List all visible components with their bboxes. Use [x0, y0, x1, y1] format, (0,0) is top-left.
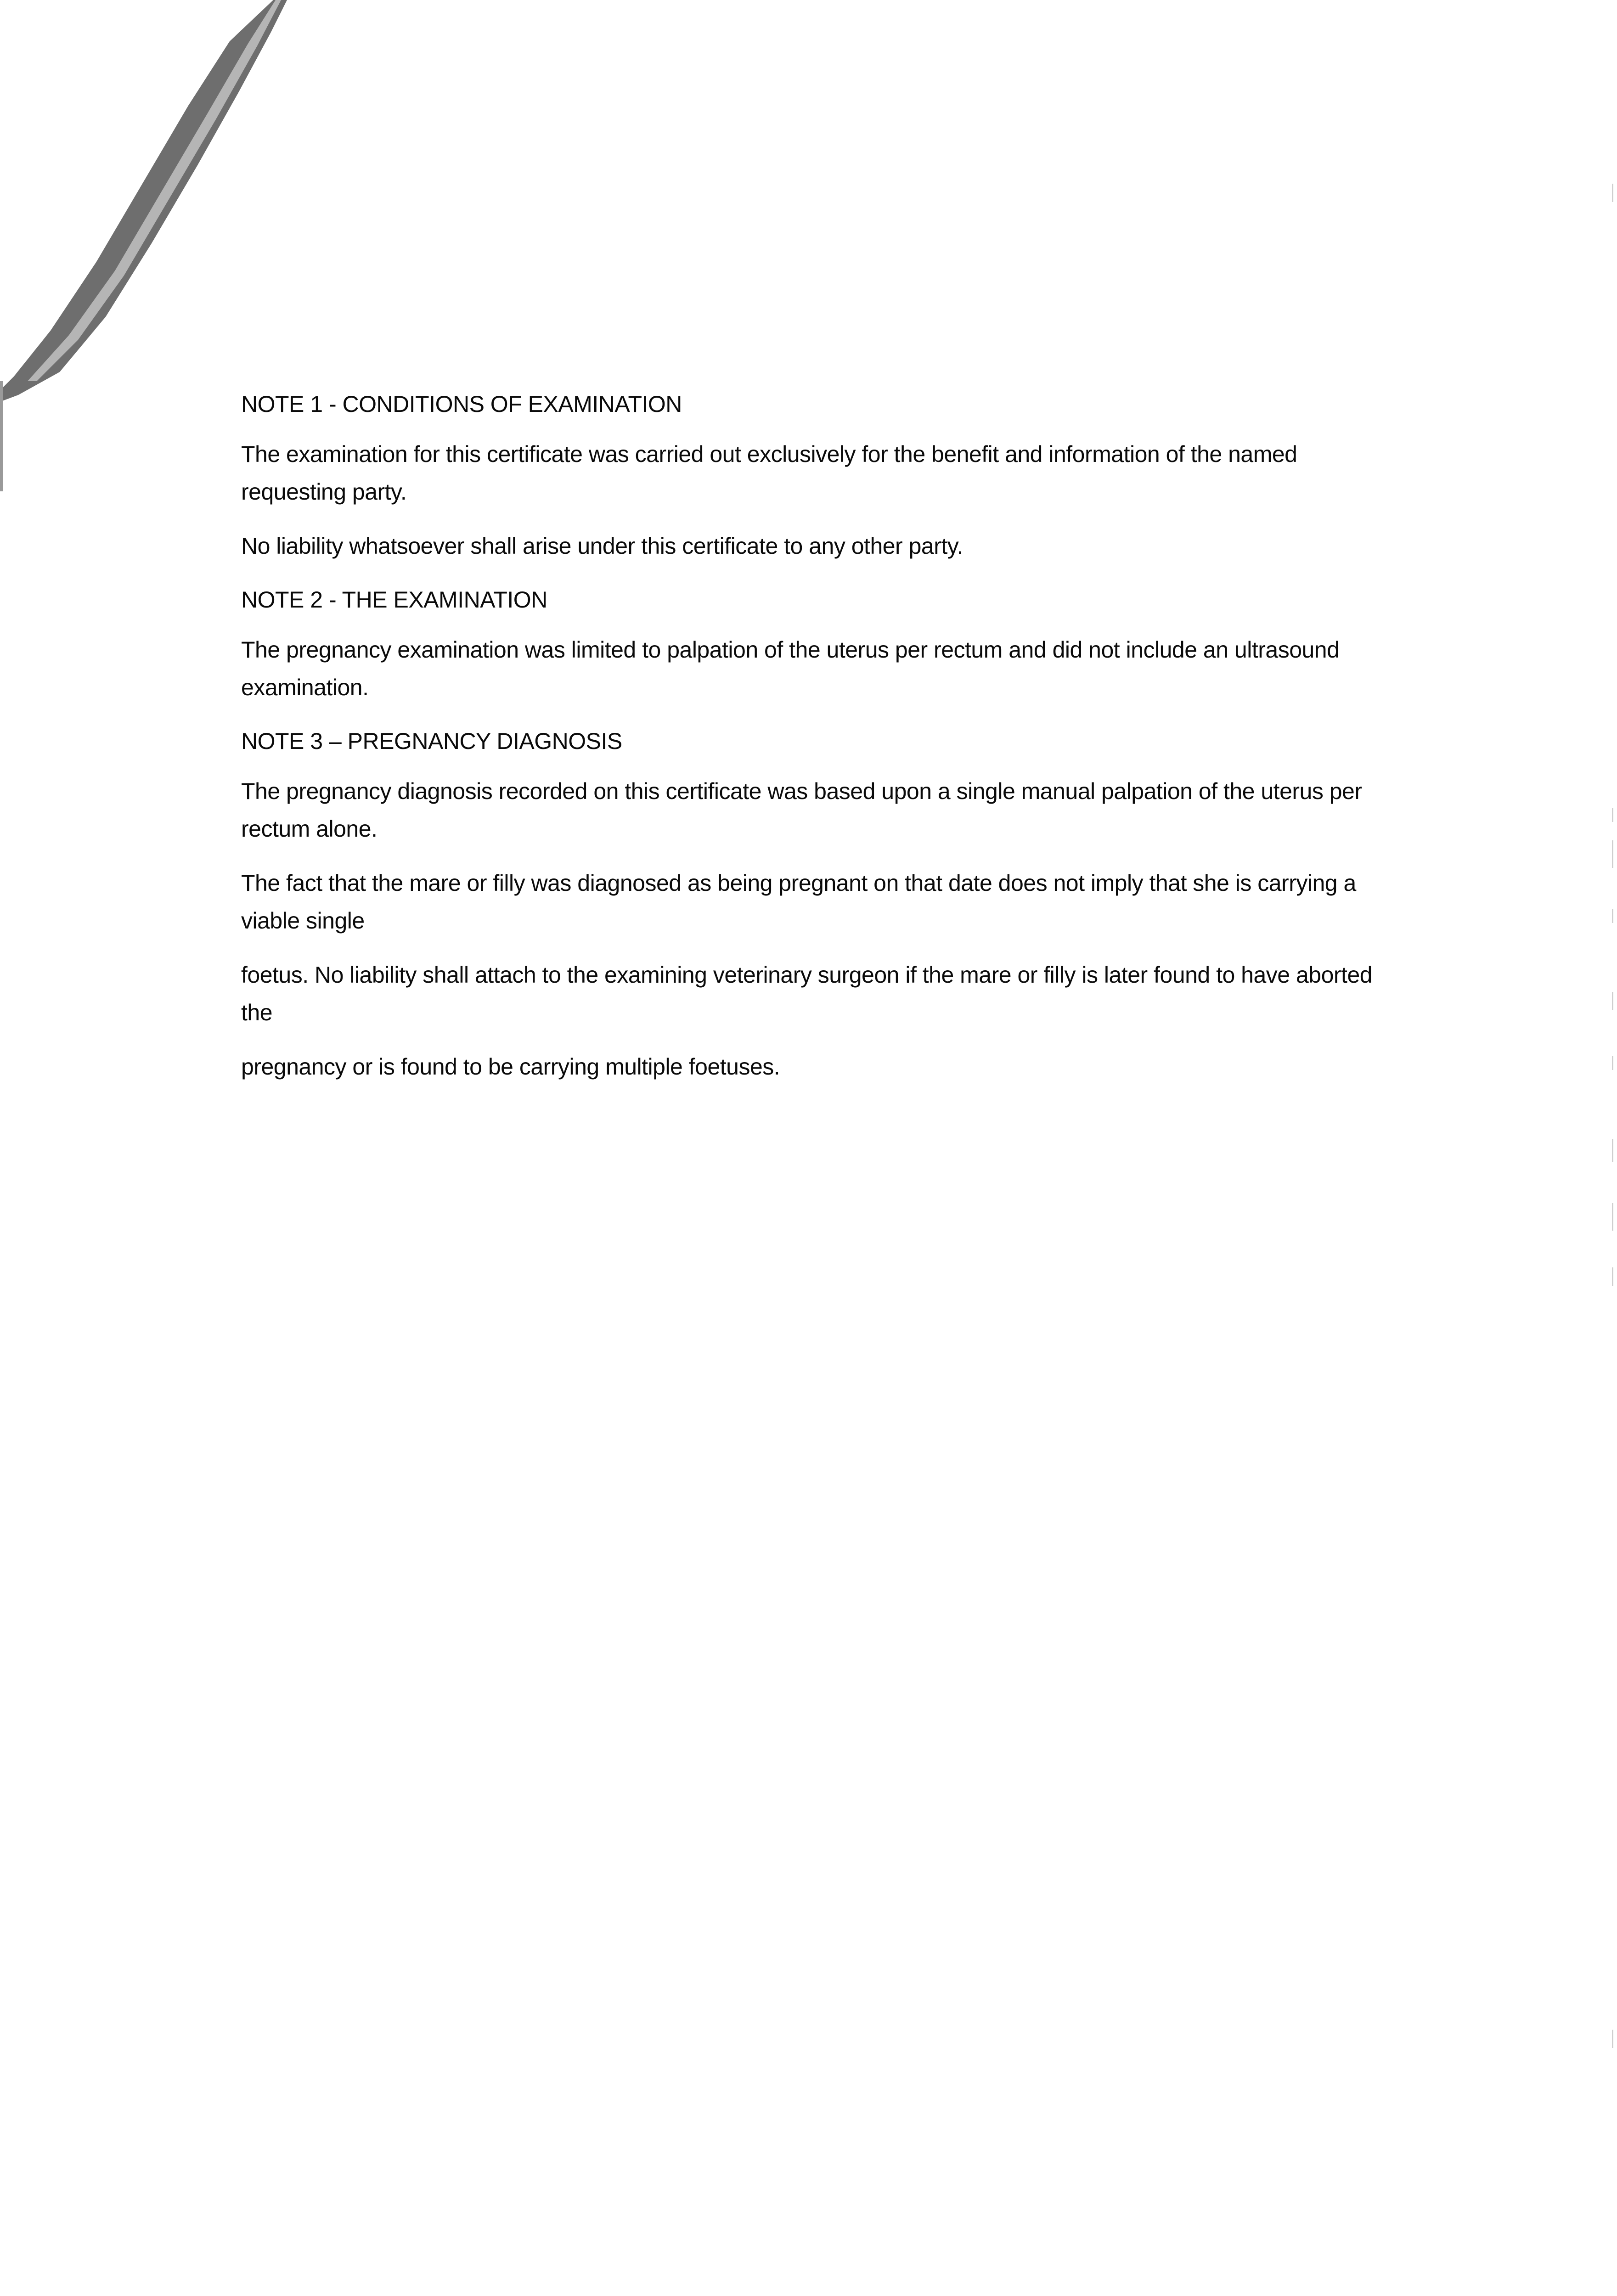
note-heading: NOTE 2 - THE EXAMINATION [241, 587, 547, 613]
note-paragraph: The pregnancy examination was limited to palpation of the uterus per rectum and did not include an ultrasound examination. [241, 637, 1340, 700]
note-3 [241, 723, 1389, 1086]
note-heading: NOTE 1 - CONDITIONS OF EXAMINATION [241, 391, 682, 417]
note-paragraph: foetus. No liability shall attach to the examining veterinary surgeon if the mare or filly is later found to have aborted the [241, 962, 1373, 1025]
note-paragraph: The pregnancy diagnosis recorded on this certificate was based upon a single manual palpation of the uterus per rectum alone. [241, 778, 1362, 842]
note-1 [241, 386, 1389, 565]
note-paragraph: The examination for this certificate was carried out exclusively for the benefit and information of the named requesting party. [241, 441, 1297, 505]
notes-content [241, 386, 1389, 1102]
note-paragraph: No liability whatsoever shall arise under this certificate to any other party. [241, 533, 963, 559]
note-heading: NOTE 3 – PREGNANCY DIAGNOSIS [241, 728, 622, 754]
note-2 [241, 581, 1389, 706]
scan-specks [1608, 0, 1617, 2296]
scan-edge-artifact [0, 381, 3, 491]
note-paragraph: The fact that the mare or filly was diagnosed as being pregnant on that date does not imply that she is carrying a viable single [241, 870, 1356, 934]
note-paragraph: pregnancy or is found to be carrying multiple foetuses. [241, 1054, 780, 1080]
scan-shadow-artifact [0, 0, 321, 413]
